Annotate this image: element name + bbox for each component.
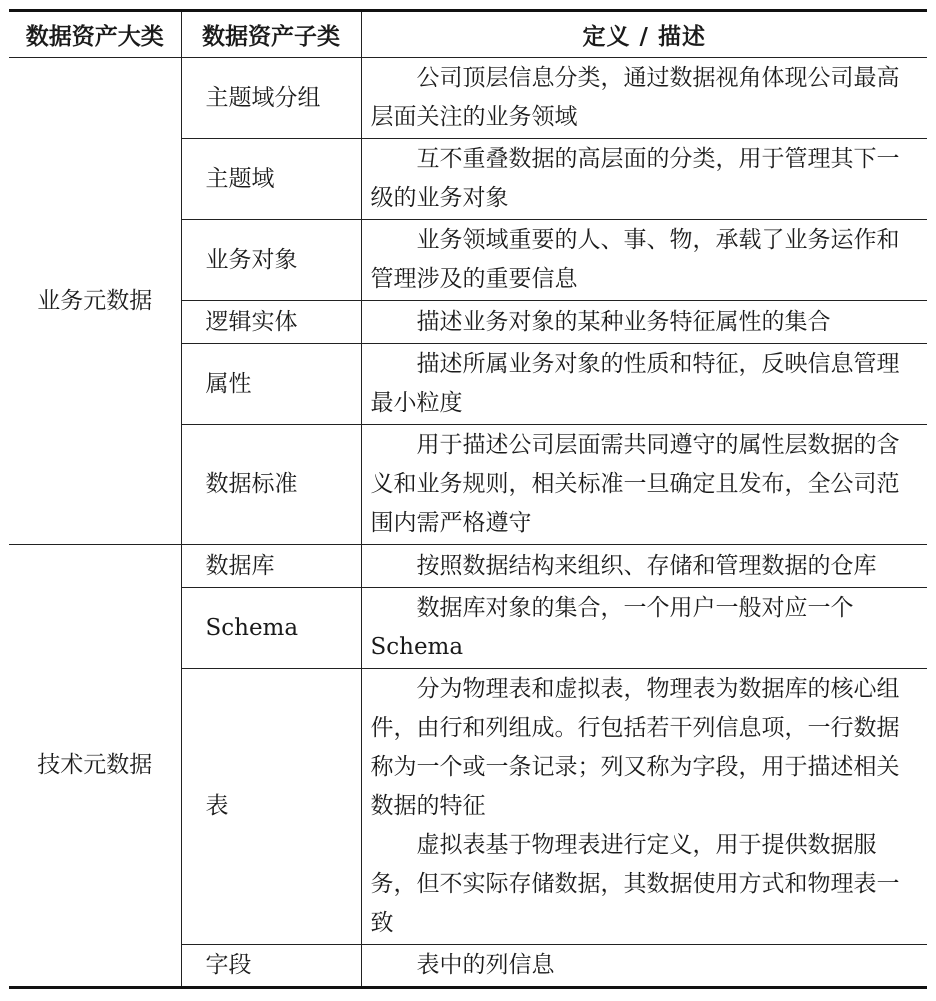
header-definition: 定义 / 描述 bbox=[361, 11, 927, 58]
definition-text: 分为物理表和虚拟表，物理表为数据库的核心组件，由行和列组成。行包括若干列信息项，一行数据称为一个或一条记录；列又称为字段，用于描述相关数据的特征 bbox=[370, 676, 900, 819]
subcategory-cell: Schema bbox=[181, 588, 361, 669]
definition-cell bbox=[361, 220, 927, 301]
definition-cell bbox=[361, 344, 927, 425]
definition-text: 数据库对象的集合，一个用户一般对应一个Schema bbox=[370, 595, 854, 660]
subcategory-cell: 逻辑实体 bbox=[181, 301, 361, 344]
subcategory-cell: 业务对象 bbox=[181, 220, 361, 301]
subcategory-cell: 表 bbox=[181, 669, 361, 945]
definition-cell bbox=[361, 588, 927, 669]
definition-cell bbox=[361, 58, 927, 139]
subcategory-cell: 数据标准 bbox=[181, 425, 361, 545]
definition-text: 公司顶层信息分类，通过数据视角体现公司最高层面关注的业务领域 bbox=[370, 65, 900, 130]
table-row bbox=[9, 58, 927, 139]
definition-cell bbox=[361, 301, 927, 344]
metadata-classification-table bbox=[9, 9, 927, 989]
subcategory-cell: 主题域分组 bbox=[181, 58, 361, 139]
definition-text: 业务领域重要的人、事、物，承载了业务运作和管理涉及的重要信息 bbox=[370, 227, 900, 292]
definition-cell bbox=[361, 545, 927, 588]
definition-text: 表中的列信息 bbox=[416, 952, 555, 978]
category-cell-technical: 技术元数据 bbox=[9, 545, 181, 988]
definition-cell bbox=[361, 425, 927, 545]
category-cell-business: 业务元数据 bbox=[9, 58, 181, 545]
subcategory-cell: 字段 bbox=[181, 945, 361, 988]
definition-cell bbox=[361, 945, 927, 988]
header-row bbox=[9, 11, 927, 58]
definition-cell bbox=[361, 669, 927, 945]
definition-cell bbox=[361, 139, 927, 220]
definition-text: 按照数据结构来组织、存储和管理数据的仓库 bbox=[416, 552, 877, 579]
subcategory-cell: 主题域 bbox=[181, 139, 361, 220]
definition-text: 虚拟表基于物理表进行定义，用于提供数据服务，但不实际存储数据，其数据使用方式和物理表一致 bbox=[370, 832, 900, 936]
table-row bbox=[9, 545, 927, 588]
definition-text: 用于描述公司层面需共同遵守的属性层数据的含义和业务规则，相关标准一旦确定且发布，全公司范围内需严格遵守 bbox=[370, 432, 900, 536]
header-subcategory: 数据资产子类 bbox=[181, 11, 361, 58]
definition-text: 互不重叠数据的高层面的分类，用于管理其下一级的业务对象 bbox=[370, 146, 900, 211]
subcategory-cell: 数据库 bbox=[181, 545, 361, 588]
definition-text: 描述所属业务对象的性质和特征，反映信息管理最小粒度 bbox=[370, 351, 900, 416]
header-category: 数据资产大类 bbox=[9, 11, 181, 58]
subcategory-cell: 属性 bbox=[181, 344, 361, 425]
definition-text: 描述业务对象的某种业务特征属性的集合 bbox=[416, 308, 831, 335]
